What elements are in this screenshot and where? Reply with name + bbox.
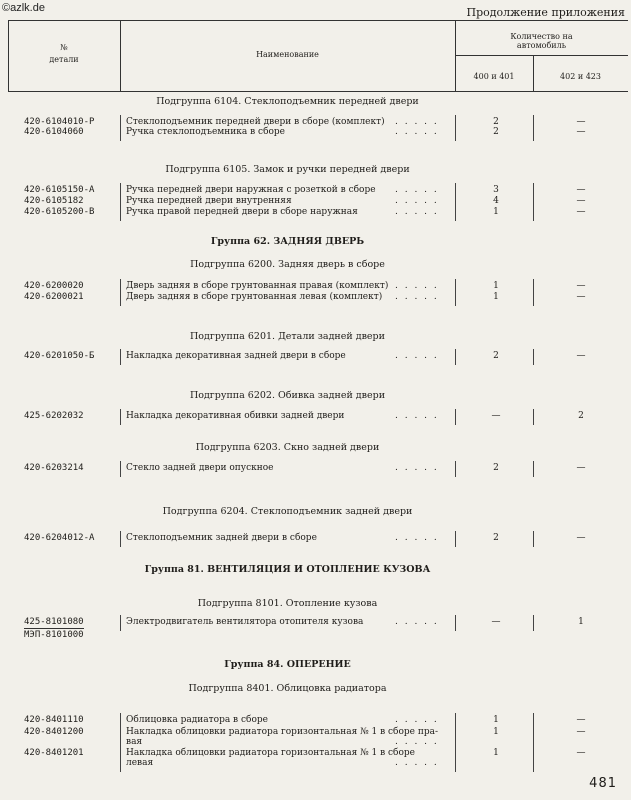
item-name: Накладка декоративная задней двери в сборе: [126, 351, 346, 361]
page-number: 481: [589, 776, 617, 791]
leader-dots: . . . . .: [395, 463, 439, 473]
qty-402-423: —: [576, 351, 586, 361]
section-title: Группа 62. ЗАДНЯЯ ДВЕРЬ: [210, 236, 365, 247]
continued-label: Продолжение приложения: [466, 6, 625, 19]
leader-dots: . . . . .: [395, 411, 439, 421]
qty-400-401: 1: [493, 748, 499, 758]
qty-400-401: —: [491, 617, 501, 627]
column-rule: [533, 349, 534, 365]
header-name: Наименование: [256, 50, 319, 59]
column-rule: [120, 115, 121, 141]
column-rule: [455, 183, 456, 221]
qty-402-423: —: [576, 127, 586, 137]
column-rule: [455, 409, 456, 425]
column-rule: [533, 615, 534, 631]
section-title: Подгруппа 6201. Детали задней двери: [190, 331, 385, 342]
item-name-continued: левая: [126, 758, 154, 768]
column-rule: [120, 615, 121, 631]
column-rule: [455, 531, 456, 547]
column-rule: [455, 115, 456, 141]
qty-400-401: 2: [493, 127, 499, 137]
header-part-no-line2: детали: [49, 55, 79, 64]
item-name: Дверь задняя в сборе грунтованная правая (комплект): [126, 281, 389, 291]
section-title: Подгруппа 6105. Замок и ручки передней двери: [165, 164, 410, 175]
leader-dots: . . . . .: [395, 185, 439, 195]
part-number: 420-6105150-А: [24, 185, 95, 195]
qty-402-423: —: [576, 117, 586, 127]
qty-402-423: —: [576, 715, 586, 725]
leader-dots: . . . . .: [395, 715, 439, 725]
section-title: Подгруппа 6104. Стеклоподъемник передней двери: [156, 96, 419, 107]
item-name: Ручка передней двери наружная с розеткой в сборе: [126, 185, 376, 195]
qty-400-401: 4: [493, 196, 499, 206]
leader-dots: . . . . .: [395, 737, 439, 747]
leader-dots: . . . . .: [395, 617, 439, 627]
leader-dots: . . . . .: [395, 207, 439, 217]
part-number: 420-8401201: [24, 748, 84, 758]
qty-400-401: 2: [493, 117, 499, 127]
watermark: ©azlk.de: [2, 2, 45, 14]
column-rule: [120, 279, 121, 306]
part-number: 425-8101080: [24, 617, 84, 627]
header-col1: 400 и 401: [473, 72, 515, 81]
item-name: Накладка облицовки радиатора горизонтальная № 1 в сборе: [126, 748, 415, 758]
qty-400-401: 1: [493, 207, 499, 217]
item-name: Электродвигатель вентилятора отопителя кузова: [126, 617, 364, 627]
column-rule: [120, 531, 121, 547]
part-number: 420-6200020: [24, 281, 84, 291]
leader-dots: . . . . .: [395, 533, 439, 543]
item-name: Стеклоподъемник передней двери в сборе (комплект): [126, 117, 385, 127]
qty-402-423: —: [576, 533, 586, 543]
qty-402-423: —: [576, 463, 586, 473]
column-rule: [533, 183, 534, 221]
item-name: Ручка правой передней двери в сборе наружная: [126, 207, 358, 217]
item-name: Ручка стеклоподъемника в сборе: [126, 127, 286, 137]
section-title: Подгруппа 6204. Стеклоподъемник задней двери: [162, 506, 413, 517]
column-rule: [120, 461, 121, 477]
section-title: Подгруппа 8101. Отопление кузова: [197, 598, 378, 609]
section-title: Подгруппа 6203. Скно задней двери: [195, 442, 380, 453]
leader-dots: . . . . .: [395, 292, 439, 302]
part-number: 420-6201050-Б: [24, 351, 95, 361]
header-col2: 402 и 423: [560, 72, 601, 81]
column-rule: [533, 713, 534, 772]
leader-dots: . . . . .: [395, 758, 439, 768]
part-number: 420-6200021: [24, 292, 84, 302]
leader-dots: . . . . .: [395, 351, 439, 361]
item-name: Стекло задней двери опускное: [126, 463, 274, 473]
qty-402-423: —: [576, 196, 586, 206]
item-name: Дверь задняя в сборе грунтованная левая (комплект): [126, 292, 383, 302]
column-rule: [533, 115, 534, 141]
column-rule: [533, 409, 534, 425]
column-rule: [120, 349, 121, 365]
item-name: Ручка передней двери внутренняя: [126, 196, 292, 206]
part-number: 425-6202032: [24, 411, 84, 421]
part-number: 420-8401110: [24, 715, 84, 725]
column-rule: [533, 531, 534, 547]
part-number: 420-6104060: [24, 127, 84, 137]
item-name: Стеклоподъемник задней двери в сборе: [126, 533, 317, 543]
qty-400-401: 3: [493, 185, 499, 195]
qty-400-401: 2: [493, 533, 499, 543]
section-title: Группа 84. ОПЕРЕНИЕ: [224, 659, 351, 670]
part-number: 420-8401200: [24, 727, 84, 737]
qty-400-401: 2: [493, 463, 499, 473]
part-number: 420-6105182: [24, 196, 84, 206]
qty-402-423: —: [576, 281, 586, 291]
leader-dots: . . . . .: [395, 281, 439, 291]
qty-400-401: 1: [493, 715, 499, 725]
section-title: Подгруппа 6202. Обивка задней двери: [189, 390, 386, 401]
qty-400-401: 2: [493, 351, 499, 361]
part-number: 420-6203214: [24, 463, 84, 473]
part-number: 420-6105200-В: [24, 207, 95, 217]
qty-402-423: —: [576, 748, 586, 758]
qty-400-401: —: [491, 411, 501, 421]
column-rule: [120, 409, 121, 425]
qty-400-401: 1: [493, 727, 499, 737]
column-rule: [533, 279, 534, 306]
qty-402-423: —: [576, 185, 586, 195]
qty-402-423: 1: [578, 617, 584, 627]
part-number-alt: МЭП-8101000: [24, 630, 84, 640]
qty-400-401: 1: [493, 292, 499, 302]
qty-402-423: 2: [578, 411, 584, 421]
column-rule: [533, 461, 534, 477]
item-name: Накладка облицовки радиатора горизонтальная № 1 в сборе пра-: [126, 727, 439, 737]
leader-dots: . . . . .: [395, 127, 439, 137]
qty-402-423: —: [576, 207, 586, 217]
column-rule: [455, 615, 456, 631]
header-part-no-line1: №: [60, 43, 68, 52]
column-rule: [455, 349, 456, 365]
item-name: Облицовка радиатора в сборе: [126, 715, 268, 725]
section-title: Подгруппа 8401. Облицовка радиатора: [188, 683, 387, 694]
qty-400-401: 1: [493, 281, 499, 291]
item-name: Накладка декоративная обивки задней двери: [126, 411, 345, 421]
column-rule: [455, 461, 456, 477]
column-rule: [455, 713, 456, 772]
item-name-continued: вая: [126, 737, 143, 747]
part-number: 420-6104010-Р: [24, 117, 95, 127]
leader-dots: . . . . .: [395, 196, 439, 206]
column-rule: [120, 713, 121, 772]
qty-402-423: —: [576, 727, 586, 737]
header-qty-line2: автомобиль: [516, 41, 567, 50]
part-number: 420-6204012-А: [24, 533, 95, 543]
section-title: Подгруппа 6200. Задняя дверь в сборе: [190, 259, 385, 270]
header-qty-line1: Количество на: [510, 32, 573, 41]
section-title: Группа 81. ВЕНТИЛЯЦИЯ И ОТОПЛЕНИЕ КУЗОВА: [144, 564, 431, 575]
leader-dots: . . . . .: [395, 117, 439, 127]
column-rule: [455, 279, 456, 306]
qty-402-423: —: [576, 292, 586, 302]
column-rule: [120, 183, 121, 221]
